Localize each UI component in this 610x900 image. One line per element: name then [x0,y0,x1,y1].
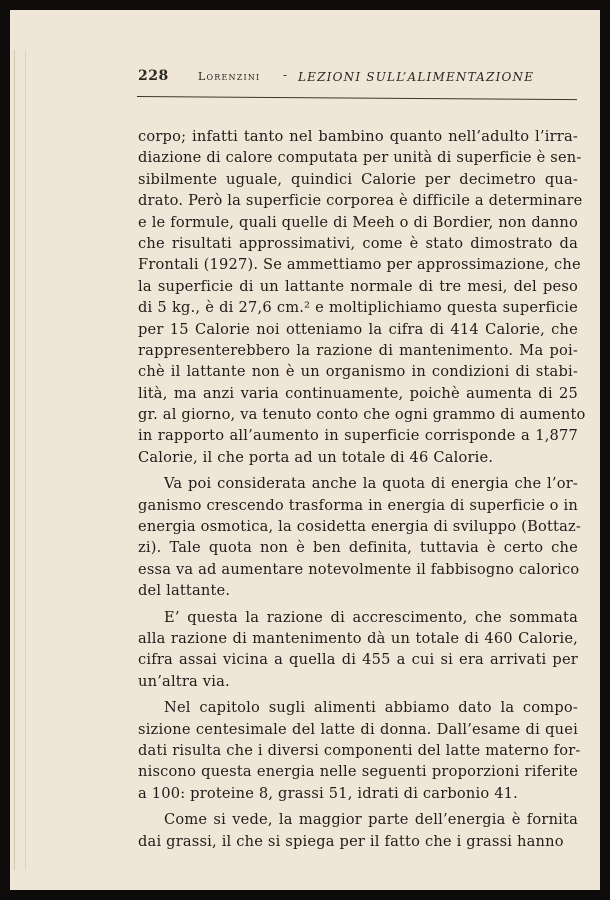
text-line: Calorie, il che porta ad un totale di 46 Calorie. [138,448,494,466]
text-line: sizione centesimale del latte di donna. Dall’esame di quei [138,720,578,738]
paragraph [138,607,578,693]
text-line: gr. al giorno, va tenuto conto che ogni grammo di aumento [138,406,586,424]
text-line: essa va ad aumentare notevolmente il fabbisogno calorico [138,560,580,578]
text-line: la superficie di un lattante normale di tre mesi, del peso [138,277,578,295]
text-line: sibilmente uguale, quindici Calorie per decimetro qua- [138,170,578,188]
header-title: LEZIONI SULL’ALIMENTAZIONE [298,70,535,84]
header-rule [137,96,577,100]
text-line: Nel capitolo sugli alimenti abbiamo dato la compo- [164,699,578,717]
text-line: lità, ma anzi varia continuamente, poichè aumenta di 25 [138,384,578,402]
text-line: diazione di calore computata per unità di superficie è sen- [138,149,582,167]
header-author: Lorenzini [198,70,261,83]
text-line: alla razione di mantenimento dà un totale di 460 Calorie, [138,629,578,647]
text-line: drato. Però la superficie corporea è difficile a determinare [138,192,583,210]
text-line: cifra assai vicina a quella di 455 a cui si era arrivati per [138,651,578,669]
text-line: corpo; infatti tanto nel bambino quanto nell’adulto l’irra- [138,128,578,145]
book-page [10,10,600,890]
paragraph [138,809,578,852]
text-line: ganismo crescendo trasforma in energia di superficie o in [138,496,578,514]
text-line: Come si vede, la maggior parte dell’energia è fornita [164,811,578,829]
text-line: energia osmotica, la cosidetta energia di sviluppo (Bottaz- [138,518,582,536]
text-line: rappresenterebbero la razione di mantenimento. Ma poi- [138,341,578,359]
text-line: un’altra via. [138,672,230,690]
text-line: chè il lattante non è un organismo in condizioni di stabi- [138,363,578,381]
text-line: che risultati approssimativi, come è stato dimostrato da [138,234,578,252]
text-line: dai grassi, il che si spiega per il fatto che i grassi hanno [138,832,564,850]
header-separator: - [283,68,288,82]
paragraph [138,697,581,804]
text-line: Frontali (1927). Se ammettiamo per approssimazione, che [138,256,581,274]
text-line: per 15 Calorie noi otteniamo la cifra di 414 Calorie, che [138,320,578,338]
body-text [138,126,586,857]
paragraph [138,126,586,468]
text-line: in rapporto all’aumento in superficie corrisponde a 1,877 [138,427,578,445]
text-line: e le formule, quali quelle di Meeh o di Bordier, non danno [138,213,578,231]
text-line: a 100: proteine 8, grassi 51, idrati di carbonio 41. [138,784,518,802]
page-edge-lines [14,50,26,870]
text-line: niscono questa energia nelle seguenti proporzioni riferite [138,763,578,781]
text-line: dati risulta che i diversi componenti del latte materno for- [138,741,581,759]
page-number: 228 [138,68,169,84]
text-line: Va poi considerata anche la quota di energia che l’or- [164,475,578,493]
text-line: di 5 kg., è di 27,6 cm.² e moltiplichiamo questa superficie [138,299,578,317]
text-line: zi). Tale quota non è ben definita, tuttavia è certo che [138,539,578,557]
running-header [138,62,568,92]
paragraph [138,473,582,601]
text-line: E’ questa la razione di accrescimento, che sommata [164,608,578,626]
text-line: del lattante. [138,582,231,600]
